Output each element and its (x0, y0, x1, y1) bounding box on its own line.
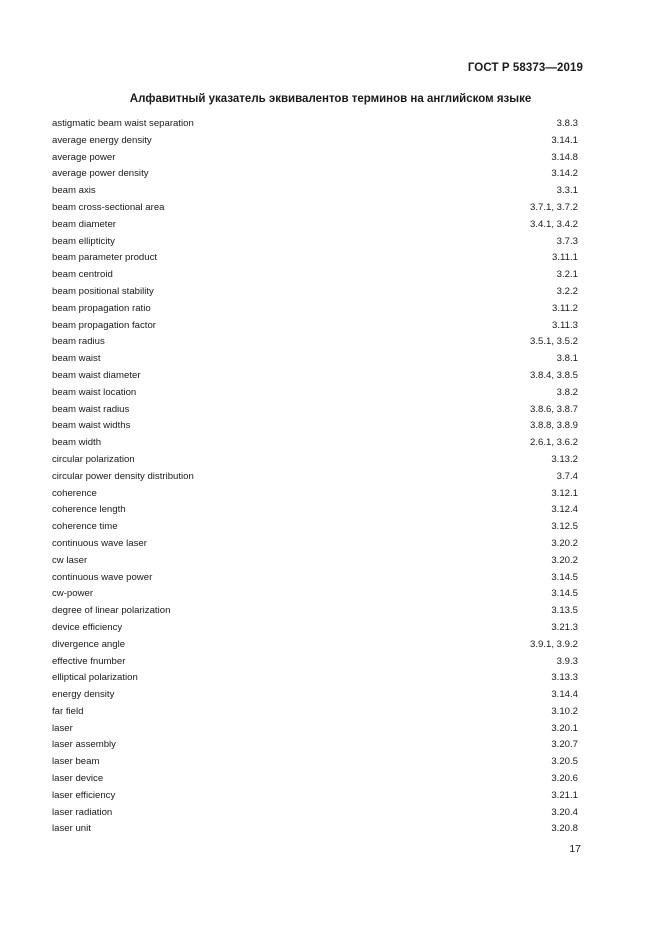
document-code: ГОСТ Р 58373—2019 (467, 62, 583, 74)
index-entry (52, 536, 578, 553)
index-term: laser (52, 722, 73, 734)
index-reference: 3.20.8 (551, 823, 578, 835)
index-term: beam ellipticity (52, 235, 115, 247)
index-entry (52, 318, 578, 335)
index-entry (52, 217, 578, 234)
index-term: divergence angle (52, 638, 126, 650)
index-term: average power (52, 151, 116, 163)
index-term: laser assembly (52, 739, 116, 751)
index-reference: 3.8.4, 3.8.5 (529, 369, 578, 381)
index-term: far field (52, 705, 84, 717)
index-entry (52, 502, 578, 519)
index-term: continuous wave power (52, 571, 153, 583)
index-entry (52, 788, 578, 805)
index-reference: 3.7.1, 3.7.2 (529, 201, 578, 213)
index-entry (52, 486, 578, 503)
index-entry (52, 637, 578, 654)
index-reference: 3.20.2 (551, 537, 578, 549)
index-term: degree of linear polarization (52, 605, 171, 617)
index-reference: 3.14.4 (551, 689, 578, 701)
index-reference: 3.20.7 (551, 739, 578, 751)
index-term: elliptical polarization (52, 672, 138, 684)
index-term: beam axis (52, 185, 96, 197)
index-term: laser radiation (52, 806, 113, 818)
index-term: device efficiency (52, 621, 123, 633)
index-reference: 3.21.1 (551, 789, 578, 801)
index-reference: 3.2.1 (556, 269, 578, 281)
index-reference: 3.21.3 (551, 621, 578, 633)
index-term: effective fnumber (52, 655, 126, 667)
index-term: beam waist location (52, 386, 137, 398)
index-term: coherence (52, 487, 97, 499)
term-index-list (52, 116, 578, 838)
index-reference: 3.3.1 (556, 185, 578, 197)
page-title: Алфавитный указатель эквивалентов терминов на английском языке (129, 93, 532, 105)
index-entry (52, 385, 578, 402)
index-reference: 3.12.1 (551, 487, 578, 499)
index-entry (52, 570, 578, 587)
index-entry (52, 687, 578, 704)
index-reference: 3.5.1, 3.5.2 (529, 336, 578, 348)
index-term: energy density (52, 689, 115, 701)
index-term: beam diameter (52, 218, 116, 230)
index-entry (52, 586, 578, 603)
index-term: laser efficiency (52, 789, 116, 801)
index-reference: 3.8.6, 3.8.7 (529, 403, 578, 415)
index-entry (52, 418, 578, 435)
index-reference: 3.8.3 (556, 118, 578, 129)
index-term: beam parameter product (52, 252, 158, 264)
index-term: cw laser (52, 554, 88, 566)
index-term: beam waist diameter (52, 369, 141, 381)
index-term: astigmatic beam waist separation (52, 118, 194, 129)
index-reference: 3.11.3 (552, 319, 578, 331)
index-term: cw-power (52, 588, 94, 600)
index-reference: 3.7.4 (556, 470, 578, 482)
index-term: beam waist radius (52, 403, 130, 415)
index-reference: 3.13.5 (551, 605, 578, 617)
index-reference: 3.20.2 (551, 554, 578, 566)
index-entry (52, 603, 578, 620)
index-entry (52, 284, 578, 301)
index-entry (52, 704, 578, 721)
index-entry (52, 234, 578, 251)
index-term: coherence length (52, 504, 126, 516)
index-reference: 3.14.5 (551, 588, 578, 600)
index-term: circular polarization (52, 453, 135, 465)
index-entry (52, 452, 578, 469)
index-entry (52, 166, 578, 183)
index-entry (52, 368, 578, 385)
index-entry (52, 334, 578, 351)
index-term: beam cross-sectional area (52, 201, 165, 213)
index-reference: 3.10.2 (551, 705, 578, 717)
index-entry (52, 654, 578, 671)
index-entry (52, 267, 578, 284)
index-reference: 2.6.1, 3.6.2 (529, 437, 578, 449)
index-reference: 3.8.8, 3.8.9 (529, 420, 578, 432)
index-entry (52, 469, 578, 486)
index-entry (52, 250, 578, 267)
index-reference: 3.9.3 (556, 655, 578, 667)
index-reference: 3.13.2 (551, 453, 578, 465)
index-reference: 3.13.3 (551, 672, 578, 684)
index-reference: 3.12.4 (551, 504, 578, 516)
index-term: coherence time (52, 521, 118, 533)
index-entry (52, 183, 578, 200)
index-entry (52, 301, 578, 318)
index-entry (52, 116, 578, 133)
index-entry (52, 150, 578, 167)
index-reference: 3.20.5 (551, 756, 578, 768)
index-reference: 3.12.5 (551, 521, 578, 533)
index-reference: 3.14.8 (551, 151, 578, 163)
page-number: 17 (569, 843, 581, 855)
index-reference: 3.4.1, 3.4.2 (529, 218, 578, 230)
index-entry (52, 402, 578, 419)
index-entry (52, 821, 578, 838)
index-reference: 3.20.4 (551, 806, 578, 818)
index-entry (52, 721, 578, 738)
index-reference: 3.14.1 (551, 134, 578, 146)
index-entry (52, 519, 578, 536)
index-reference: 3.8.2 (556, 386, 578, 398)
index-term: laser device (52, 773, 104, 785)
index-entry (52, 754, 578, 771)
index-term: beam propagation ratio (52, 302, 151, 314)
index-term: beam centroid (52, 269, 113, 281)
index-entry (52, 620, 578, 637)
index-term: continuous wave laser (52, 537, 147, 549)
index-entry (52, 200, 578, 217)
index-reference: 3.8.1 (556, 353, 578, 365)
index-term: beam propagation factor (52, 319, 156, 331)
index-entry (52, 133, 578, 150)
index-reference: 3.7.3 (556, 235, 578, 247)
index-term: circular power density distribution (52, 470, 194, 482)
index-entry (52, 435, 578, 452)
index-reference: 3.9.1, 3.9.2 (529, 638, 578, 650)
index-entry (52, 737, 578, 754)
index-term: beam positional stability (52, 285, 154, 297)
index-reference: 3.14.5 (551, 571, 578, 583)
index-reference: 3.14.2 (551, 168, 578, 180)
index-entry (52, 771, 578, 788)
index-entry (52, 670, 578, 687)
index-term: beam waist widths (52, 420, 131, 432)
index-reference: 3.11.1 (552, 252, 578, 264)
index-entry (52, 553, 578, 570)
index-entry (52, 351, 578, 368)
index-reference: 3.20.1 (551, 722, 578, 734)
index-reference: 3.11.2 (552, 302, 578, 314)
index-term: beam radius (52, 336, 105, 348)
index-entry (52, 805, 578, 822)
index-term: average power density (52, 168, 149, 180)
index-term: average energy density (52, 134, 152, 146)
index-term: laser unit (52, 823, 91, 835)
index-term: beam width (52, 437, 102, 449)
index-term: laser beam (52, 756, 100, 768)
index-reference: 3.2.2 (556, 285, 578, 297)
index-term: beam waist (52, 353, 101, 365)
index-reference: 3.20.6 (551, 773, 578, 785)
